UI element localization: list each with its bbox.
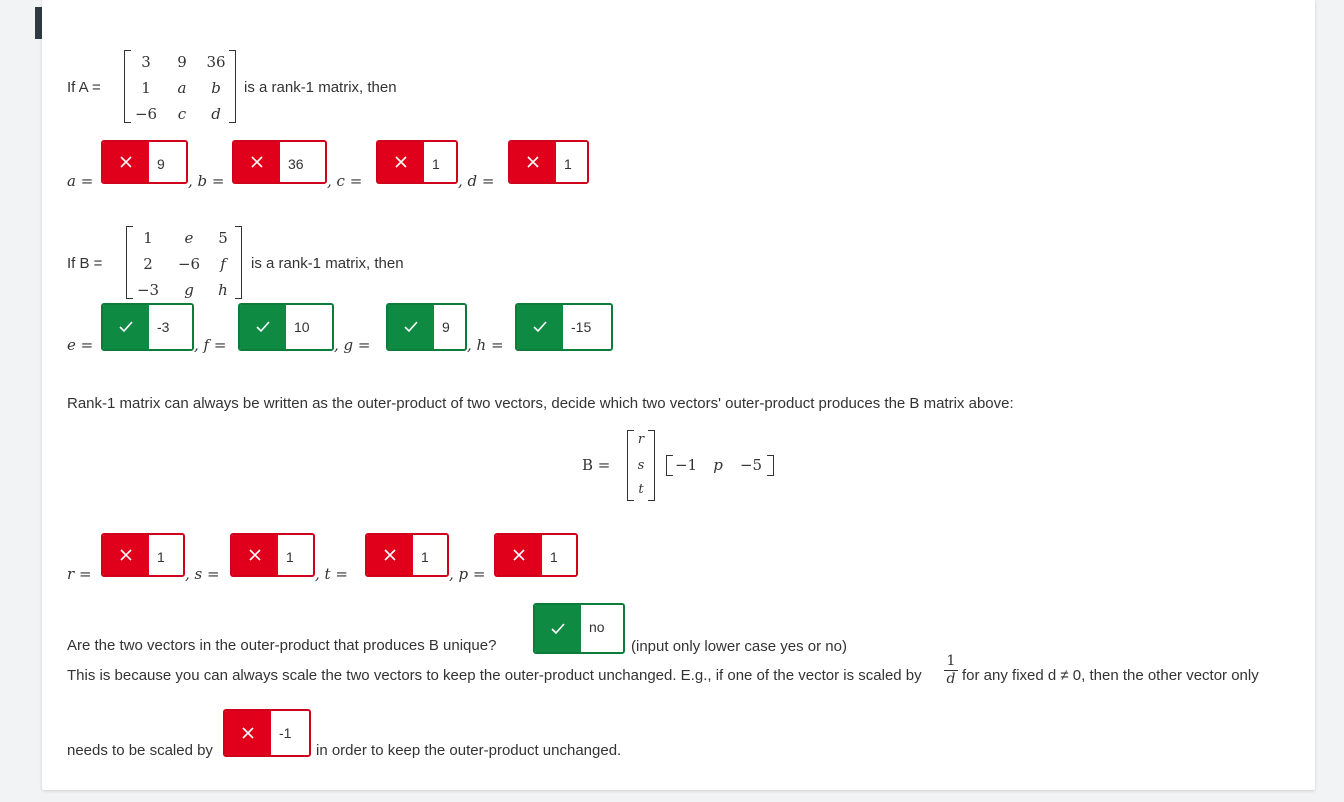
- incorrect-x-icon: [510, 142, 556, 182]
- label-d: , d =: [458, 172, 495, 190]
- matrix-a-cell: 3: [141, 53, 151, 71]
- row-vector-entry: p: [713, 456, 723, 474]
- outer-product-text: Rank-1 matrix can always be written as the outer-product of two vectors, decide which two vectors' outer-product produces the B matrix above:: [67, 395, 1014, 412]
- matrix-b-suffix: is a rank-1 matrix, then: [251, 255, 404, 272]
- correct-check-icon: [103, 305, 149, 349]
- matrix-b-cell: −3: [136, 281, 160, 299]
- label-s: , s =: [185, 565, 220, 583]
- because-text-1: This is because you can always scale the two vectors to keep the outer-product unchanged. E.g., if one of the vector is scaled by: [67, 667, 922, 684]
- matrix-a-prefix: If A =: [67, 79, 101, 96]
- answer-f-value[interactable]: 10: [286, 305, 332, 349]
- row-vector-entry: −5: [739, 456, 763, 474]
- matrix-a-cell: 36: [206, 53, 226, 71]
- matrix-b-cell: 1: [143, 229, 153, 247]
- matrix-b-cell: −6: [177, 255, 201, 273]
- label-p: , p =: [449, 565, 486, 583]
- answer-r-value[interactable]: 1: [149, 535, 183, 575]
- incorrect-x-icon: [103, 535, 149, 575]
- unique-answer-field[interactable]: [533, 603, 625, 654]
- answer-e-value[interactable]: -3: [149, 305, 192, 349]
- needs-scaled-text: needs to be scaled by: [67, 742, 213, 759]
- correct-check-icon: [388, 305, 434, 349]
- row-vector-right-bracket: [767, 455, 774, 476]
- incorrect-x-icon: [103, 142, 149, 182]
- matrix-a-cell: 1: [141, 79, 151, 97]
- matrix-a: [124, 50, 236, 124]
- matrix-a-cell: b: [211, 79, 221, 97]
- matrix-a-cell: 9: [177, 53, 187, 71]
- label-a: a =: [67, 172, 94, 190]
- column-vector-entry: r: [637, 432, 645, 447]
- scale-answer-field[interactable]: [223, 709, 311, 757]
- answer-s-field[interactable]: [230, 533, 315, 577]
- incorrect-x-icon: [225, 711, 271, 755]
- answer-b-value[interactable]: 36: [280, 142, 325, 182]
- column-vector-entry: s: [637, 458, 645, 473]
- matrix-a-cell: a: [177, 79, 187, 97]
- matrix-b-right-bracket: [235, 226, 242, 299]
- correct-check-icon: [517, 305, 563, 349]
- label-t: , t =: [315, 565, 348, 583]
- answer-f-field[interactable]: [238, 303, 334, 351]
- answer-a-field[interactable]: [101, 140, 188, 184]
- answer-p-value[interactable]: 1: [542, 535, 576, 575]
- answer-d-value[interactable]: 1: [556, 142, 587, 182]
- label-g: , g =: [334, 336, 371, 354]
- row-vector-entry: −1: [674, 456, 698, 474]
- incorrect-x-icon: [232, 535, 278, 575]
- matrix-b-prefix: If B =: [67, 255, 103, 272]
- matrix-b-cell: 5: [218, 229, 228, 247]
- answer-s-value[interactable]: 1: [278, 535, 313, 575]
- matrix-a-cell: −6: [134, 105, 158, 123]
- matrix-b-cell: 2: [143, 255, 153, 273]
- unique-question: Are the two vectors in the outer-product that produces B unique?: [67, 637, 497, 654]
- incorrect-x-icon: [367, 535, 413, 575]
- answer-p-field[interactable]: [494, 533, 578, 577]
- answer-t-value[interactable]: 1: [413, 535, 447, 575]
- answer-e-field[interactable]: [101, 303, 194, 351]
- answer-c-value[interactable]: 1: [424, 142, 456, 182]
- fraction-numerator: 1: [946, 653, 956, 669]
- matrix-b: [126, 226, 242, 300]
- answer-d-field[interactable]: [508, 140, 589, 184]
- row-vector: [666, 455, 774, 477]
- answer-c-field[interactable]: [376, 140, 458, 184]
- after-text: in order to keep the outer-product unchanged.: [316, 742, 622, 759]
- matrix-b-cell: g: [184, 281, 194, 299]
- matrix-a-right-bracket: [229, 50, 236, 123]
- label-b: , b =: [188, 172, 225, 190]
- answer-h-field[interactable]: [515, 303, 613, 351]
- answer-g-value[interactable]: 9: [434, 305, 465, 349]
- matrix-a-cell: d: [211, 105, 221, 123]
- incorrect-x-icon: [234, 142, 280, 182]
- incorrect-x-icon: [378, 142, 424, 182]
- label-c: , c =: [327, 172, 363, 190]
- fraction: [944, 654, 958, 687]
- matrix-b-left-bracket: [126, 226, 133, 299]
- fraction-denominator: d: [946, 671, 956, 687]
- matrix-b-cell: f: [220, 255, 226, 273]
- label-e: e =: [67, 336, 94, 354]
- answer-g-field[interactable]: [386, 303, 467, 351]
- scale-answer-value[interactable]: -1: [271, 711, 309, 755]
- answer-b-field[interactable]: [232, 140, 327, 184]
- unique-hint: (input only lower case yes or no): [631, 638, 847, 655]
- answer-a-value[interactable]: 9: [149, 142, 186, 182]
- matrix-a-suffix: is a rank-1 matrix, then: [244, 79, 397, 96]
- answer-h-value[interactable]: -15: [563, 305, 611, 349]
- matrix-a-left-bracket: [124, 50, 131, 123]
- label-h: , h =: [467, 336, 504, 354]
- outer-eq-lhs: B =: [582, 456, 611, 474]
- correct-check-icon: [535, 605, 581, 652]
- answer-r-field[interactable]: [101, 533, 185, 577]
- correct-check-icon: [240, 305, 286, 349]
- matrix-a-cell: c: [177, 105, 187, 123]
- column-vector: [627, 430, 655, 502]
- matrix-b-cell: e: [184, 229, 194, 247]
- label-r: r =: [67, 565, 92, 583]
- unique-answer-value[interactable]: no: [581, 605, 623, 652]
- because-text-2: for any fixed d ≠ 0, then the other vector only: [962, 667, 1259, 684]
- incorrect-x-icon: [496, 535, 542, 575]
- column-vector-entry: t: [638, 482, 644, 497]
- matrix-b-cell: h: [218, 281, 228, 299]
- label-f: , f =: [194, 336, 227, 354]
- answer-t-field[interactable]: [365, 533, 449, 577]
